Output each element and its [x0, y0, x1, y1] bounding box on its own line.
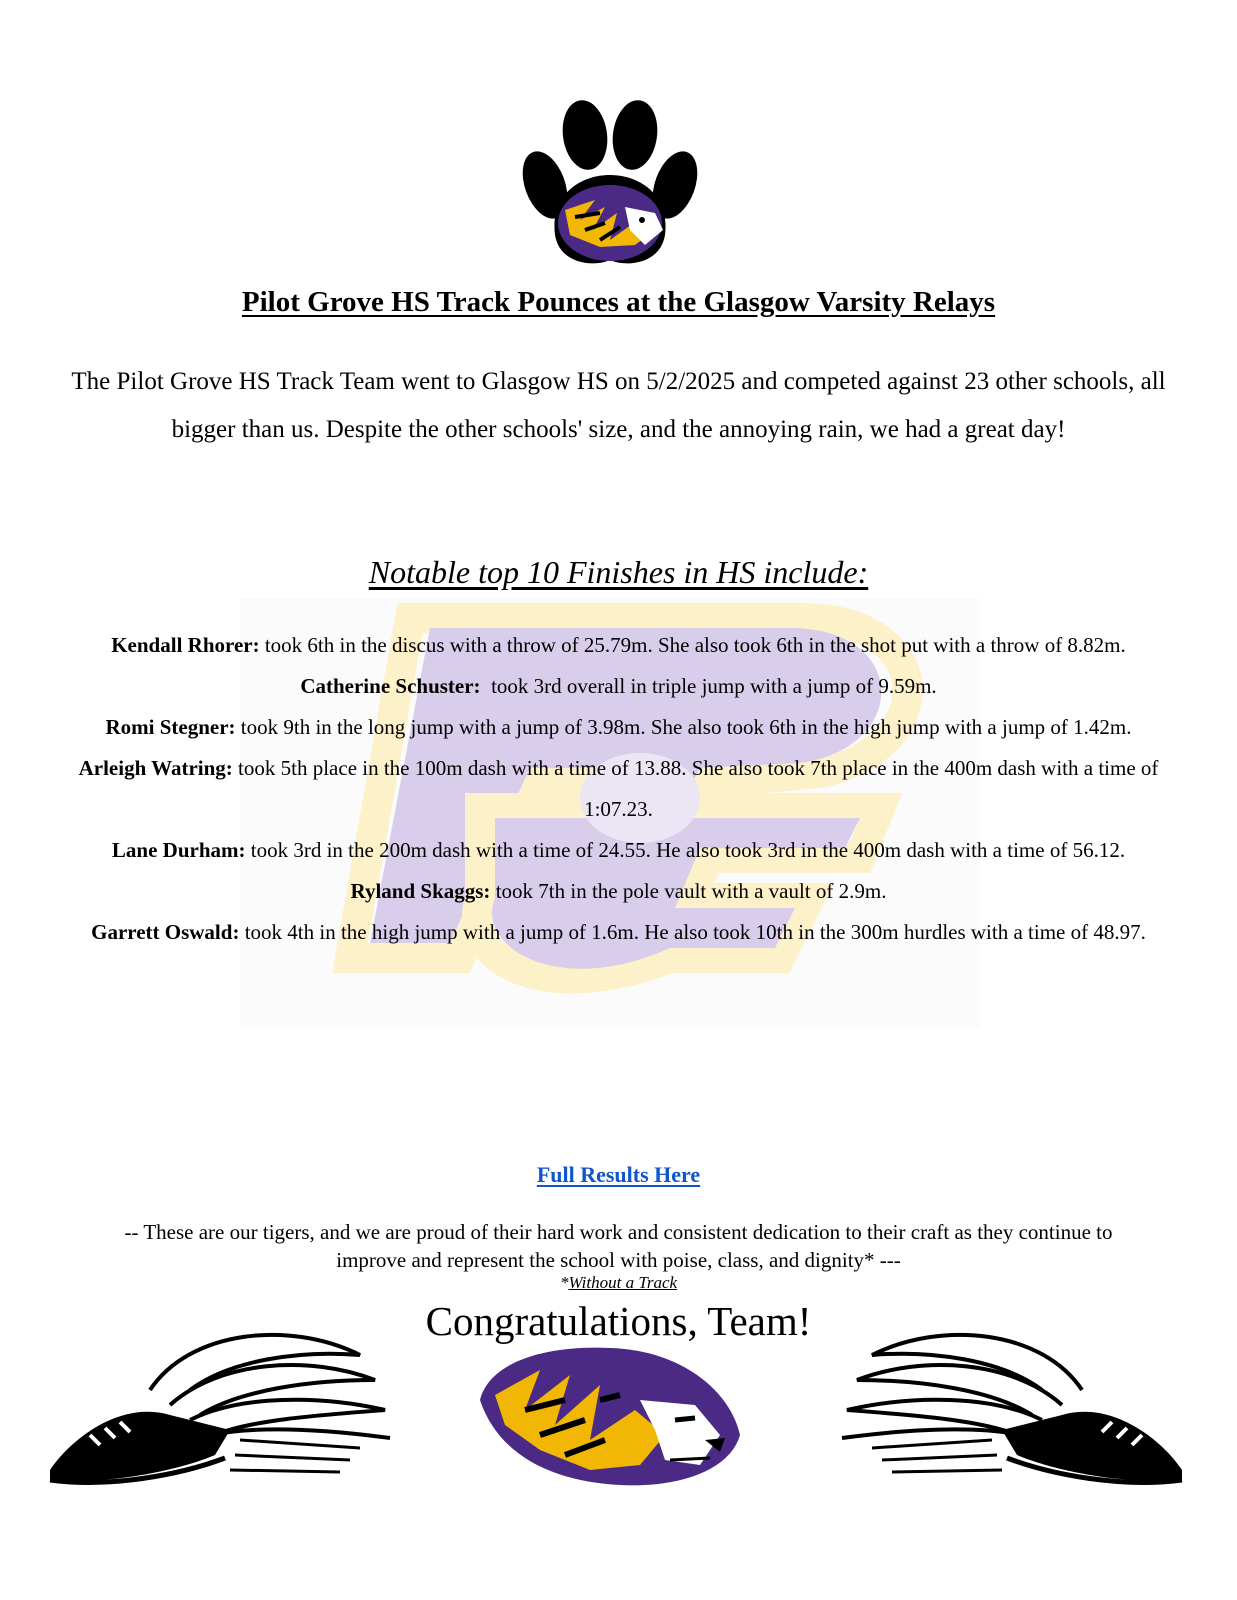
closing-statement: -- These are our tigers, and we are proud of their hard work and consistent dedication to their craft as they continue to improve and represent the school with poise, class, and dignity* --- [124, 1220, 1113, 1272]
tiger-head-icon [470, 1340, 750, 1490]
athlete-name: Kendall Rhorer: [111, 633, 260, 657]
finishes-list [70, 625, 1167, 953]
athlete-name: Ryland Skaggs: [350, 879, 491, 903]
list-item [70, 912, 1167, 953]
footnote-star: * [559, 1273, 569, 1292]
athlete-name: Arleigh Watring: [78, 756, 233, 780]
athlete-result: took 7th in the pole vault with a vault of 2.9m. [490, 879, 887, 903]
athlete-result: took 4th in the high jump with a jump of 1.6m. He also took 10th in the 300m hurdles with a time of 48.97. [239, 920, 1146, 944]
list-item [70, 625, 1167, 666]
athlete-name: Garrett Oswald: [91, 920, 240, 944]
athlete-result: took 6th in the discus with a throw of 25.79m. She also took 6th in the shot put with a throw of 8.82m. [259, 633, 1126, 657]
list-item [70, 830, 1167, 871]
congratulations-heading: Congratulations, Team! [425, 1298, 812, 1344]
full-results-link[interactable]: Full Results Here [536, 1162, 701, 1187]
athlete-result: took 3rd overall in triple jump with a jump of 9.59m. [480, 674, 937, 698]
athlete-result: took 9th in the long jump with a jump of 3.98m. She also took 6th in the high jump with a jump of 1.42m. [235, 715, 1132, 739]
athlete-name: Lane Durham: [111, 838, 246, 862]
list-item [70, 871, 1167, 912]
athlete-name: Catherine Schuster: [300, 674, 481, 698]
footnote-text: Without a Track [568, 1273, 678, 1292]
list-item [70, 666, 1167, 707]
list-item [70, 707, 1167, 748]
page-title: Pilot Grove HS Track Pounces at the Glasgow Varsity Relays [241, 286, 996, 318]
intro-paragraph: The Pilot Grove HS Track Team went to Glasgow HS on 5/2/2025 and competed against 23 other schools, all bigger than us. Despite the other schools' size, and the annoying rain, we had a great day! [71, 368, 1166, 443]
winged-shoe-icon [30, 1320, 400, 1495]
section-heading: Notable top 10 Finishes in HS include: [368, 554, 869, 590]
footnote [0, 1273, 1237, 1293]
list-item [70, 748, 1167, 830]
winged-shoe-icon [832, 1320, 1202, 1495]
athlete-result: took 3rd in the 200m dash with a time of 24.55. He also took 3rd in the 400m dash with a time of 56.12. [245, 838, 1126, 862]
athlete-name: Romi Stegner: [105, 715, 236, 739]
athlete-result: took 5th place in the 100m dash with a time of 13.88. She also took 7th place in the 400m dash with a time of 1:07.23. [232, 756, 1159, 821]
paw-logo-icon [505, 95, 715, 270]
